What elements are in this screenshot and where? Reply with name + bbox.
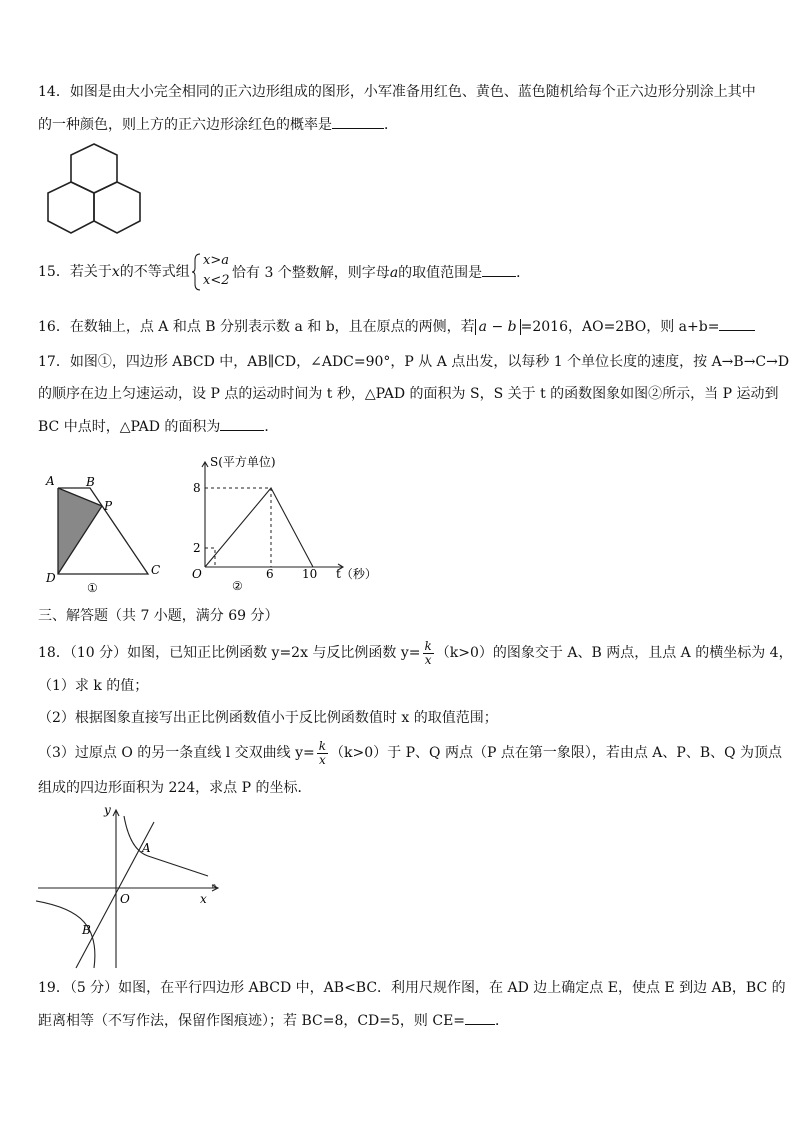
q14-text: 的一种颜色，则上方的正六边形涂红色的概率是 <box>38 117 332 133</box>
x-axis-label: x <box>200 892 207 906</box>
q16-prefix: 16．在数轴上，点 A 和点 B 分别表示数 a 和 b，且在原点的两侧，若 <box>38 319 475 335</box>
q19-line1: 19．（5 分）如图，在平行四边形 ABCD 中，AB<BC．利用尺规作图，在 AD 边上确定点 E，使点 E 到边 AB，BC 的 <box>38 980 786 996</box>
q17-end: ． <box>264 419 279 435</box>
q19-line2 <box>38 1010 509 1031</box>
brace-icon <box>192 252 202 292</box>
q17-line2: 的顺序在边上匀速运动，设 P 点的运动时间为 t 秒，△PAD 的面积为 S，S 关于 t 的函数图象如图②所示，当 P 运动到 <box>38 386 779 402</box>
quadrilateral-figure <box>40 470 170 595</box>
q18-line1 <box>38 638 793 668</box>
hexagon-figure <box>44 142 144 240</box>
q17-line1: 17．如图①，四边形 ABCD 中，AB∥CD，∠ADC=90°，P 从 A 点出发，以每秒 1 个单位长度的速度，按 A→B→C→D <box>38 354 790 370</box>
answer-blank <box>220 416 264 431</box>
q17-line3 <box>38 416 278 437</box>
q15-line <box>38 262 190 282</box>
point-b-label: B <box>82 923 91 937</box>
var-x: x <box>111 264 120 280</box>
q18-text-a: 18．（10 分）如图，已知正比例函数 y=2x 与反比例函数 y= <box>38 645 421 661</box>
q14-line1: 14．如图是由大小完全相同的正六边形组成的图形，小军准备用红色、黄色、蓝色随机给每个正六边形分别涂上其中 <box>38 84 756 100</box>
point-a-label: A <box>142 841 151 855</box>
label-d: D <box>46 571 56 585</box>
q15-suffix <box>232 262 530 283</box>
label-c: C <box>151 563 161 577</box>
label-p: P <box>104 499 113 513</box>
q14-line2 <box>38 114 398 135</box>
inequality-1: x>a <box>203 253 229 268</box>
area-time-graph <box>185 452 385 592</box>
q14-period: ． <box>384 117 398 133</box>
q18-text-b: （k>0）的图象交于 A、B 两点，且点 A 的横坐标为 4， <box>435 645 793 661</box>
q15-prefix: 15．若关于 <box>38 264 112 280</box>
q19-end: ． <box>495 1013 510 1029</box>
q15-mid: 的不等式组 <box>119 264 190 280</box>
q15-suffix-b: 的取值范围是 <box>398 265 483 281</box>
q15-suffix-a: 恰有 3 个整数解，则字母 <box>232 265 390 281</box>
fraction-k-over-x: $\frac{k}{x}$ <box>424 638 432 667</box>
fraction-k-over-x: $\frac{k}{x}$ <box>318 738 327 767</box>
q16-line <box>38 316 755 337</box>
label-a: A <box>46 474 55 488</box>
q17-line3-text: BC 中点时，△PAD 的面积为 <box>38 419 221 435</box>
q18-part1: （1）求 k 的值； <box>38 678 149 694</box>
q15-end: ． <box>516 265 531 281</box>
section-title: 三、解答题（共 7 小题，满分 69 分） <box>38 608 279 624</box>
answer-blank <box>482 262 516 277</box>
function-graph <box>36 802 226 972</box>
q18-part3 <box>38 738 782 768</box>
answer-blank <box>465 1010 495 1025</box>
inequality-system <box>192 252 234 292</box>
inequality-2: x<2 <box>203 273 230 288</box>
x-tick-6: 6 <box>266 567 274 581</box>
fig1-caption: ① <box>87 581 98 595</box>
q18-part3-text-a: （3）过原点 O 的另一条直线 l 交双曲线 y= <box>38 745 315 761</box>
q18-part3-line2: 组成的四边形面积为 224，求点 P 的坐标． <box>38 780 312 796</box>
q18-part2: （2）根据图象直接写出正比例函数值小于反比例函数值时 x 的取值范围； <box>38 710 498 726</box>
origin-label: O <box>192 567 202 581</box>
y-tick-8: 8 <box>193 481 201 495</box>
shaded-triangle-pad <box>58 488 102 574</box>
var-a: a <box>389 265 399 281</box>
x-tick-10: 10 <box>302 567 318 581</box>
answer-blank <box>332 114 384 129</box>
q18-part3-text-b: （k>0）于 P、Q 两点（P 点在第一象限），若由点 A、P、B、Q 为顶点 <box>330 745 783 761</box>
label-b: B <box>86 475 95 489</box>
q19-text: 距离相等（不写作法，保留作图痕迹）；若 BC=8，CD=5，则 CE= <box>38 1013 466 1029</box>
q16-suffix: =2016，AO=2BO，则 a+b= <box>520 319 720 335</box>
answer-blank <box>719 316 755 331</box>
origin-label: O <box>120 892 130 906</box>
y-tick-2: 2 <box>193 541 201 555</box>
fig2-caption: ② <box>232 579 243 592</box>
x-axis-label: t（秒） <box>336 567 377 581</box>
y-axis-label: y <box>104 803 111 817</box>
y-axis-label: S(平方单位) <box>210 455 276 469</box>
abs-value: a − b <box>475 319 521 335</box>
axis-tick-mark: a <box>212 882 217 890</box>
